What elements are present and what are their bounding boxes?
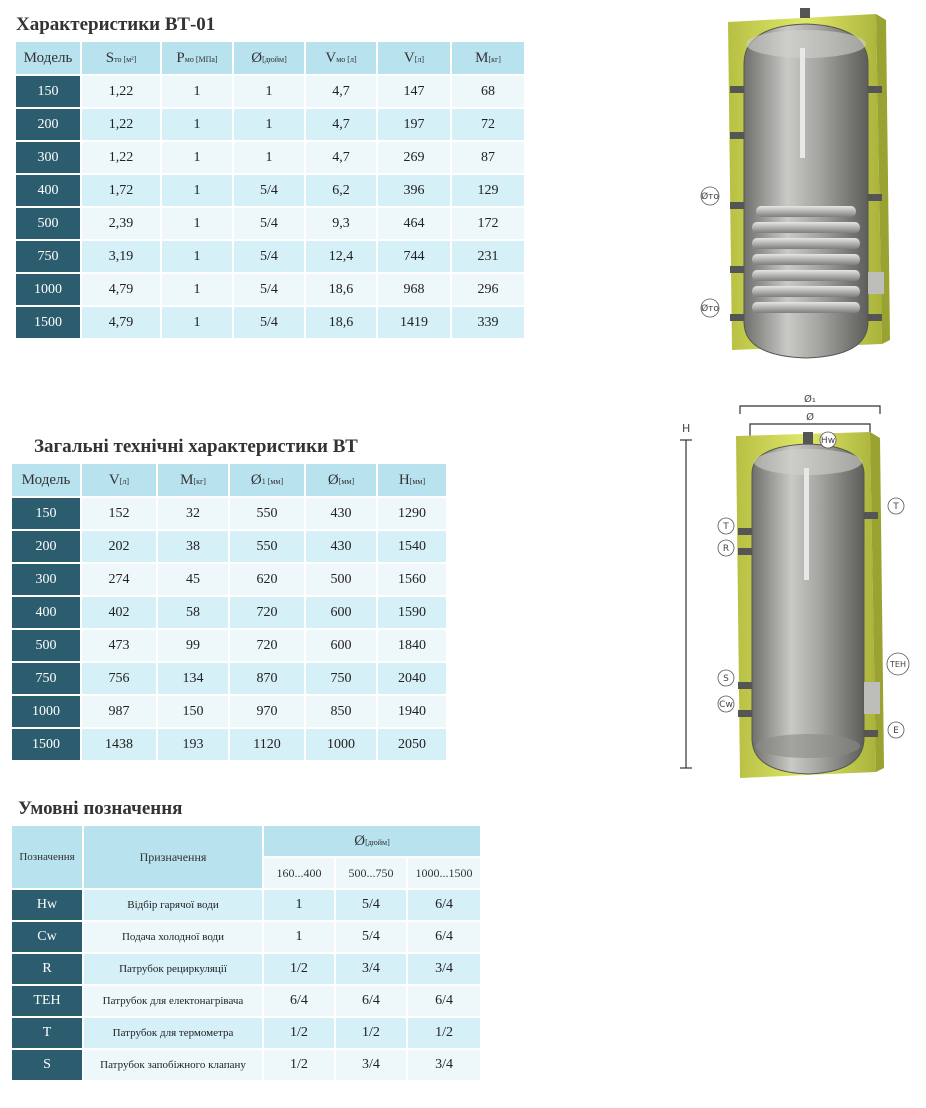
value-cell: 72	[451, 108, 525, 141]
value-cell: 1540	[377, 530, 447, 563]
model-cell: 300	[15, 141, 81, 174]
column-header	[157, 463, 229, 497]
value-cell: 2040	[377, 662, 447, 695]
header-label: Ø	[251, 49, 263, 66]
header-label: Ø	[250, 471, 262, 488]
svg-text:T: T	[723, 522, 729, 532]
model-cell: 1500	[15, 306, 81, 339]
purpose-cell: Патрубок запобіжного клапану	[83, 1049, 263, 1081]
table3-title: Умовні позначення	[18, 798, 183, 819]
value-cell: 6/4	[335, 985, 407, 1017]
value-cell: 197	[377, 108, 451, 141]
value-cell: 1	[161, 240, 233, 273]
model-cell: 400	[15, 174, 81, 207]
value-cell: 58	[157, 596, 229, 629]
coil	[752, 206, 860, 313]
value-cell: 12,4	[305, 240, 377, 273]
value-cell: 1	[263, 889, 335, 921]
purpose-header: Призначення	[83, 825, 263, 889]
table-row	[15, 141, 525, 174]
value-cell: 32	[157, 497, 229, 530]
table2-title: Загальні технічні характеристики ВТ	[34, 436, 358, 457]
value-cell: 4,7	[305, 75, 377, 108]
value-cell: 5/4	[335, 889, 407, 921]
value-cell: 756	[81, 662, 157, 695]
model-cell: 150	[11, 497, 81, 530]
value-cell: 1	[161, 306, 233, 339]
range-header: 1000...1500	[407, 857, 481, 889]
header-label: V	[403, 49, 415, 66]
value-cell: 1	[233, 108, 305, 141]
value-cell: 1	[233, 75, 305, 108]
header-label: V	[325, 49, 337, 66]
tank-dimension-illustration	[670, 392, 922, 788]
spec-table-bt01	[14, 40, 526, 340]
model-cell: 200	[11, 530, 81, 563]
model-cell: 300	[11, 563, 81, 596]
column-header	[377, 463, 447, 497]
value-cell: 4,7	[305, 108, 377, 141]
value-cell: 3/4	[407, 953, 481, 985]
model-cell: 200	[15, 108, 81, 141]
header-row	[11, 463, 447, 497]
model-cell: R	[11, 953, 83, 985]
table1-title: Характеристики ВТ-01	[16, 14, 216, 35]
legend-table	[10, 824, 482, 1082]
svg-text:Cw: Cw	[719, 700, 733, 710]
value-cell: 430	[305, 497, 377, 530]
table-row	[11, 985, 481, 1017]
callout-dto-2	[701, 299, 719, 317]
header-row	[15, 41, 525, 75]
value-cell: 6/4	[263, 985, 335, 1017]
table-row	[15, 240, 525, 273]
header-unit: [кг]	[488, 54, 501, 64]
svg-text:S: S	[723, 674, 729, 684]
spec-table-bt	[10, 462, 448, 762]
svg-text:E: E	[893, 726, 899, 736]
diameter-symbol: Ø	[354, 832, 366, 849]
range-header: 160...400	[263, 857, 335, 889]
value-cell: 1/2	[407, 1017, 481, 1049]
value-cell: 550	[229, 530, 305, 563]
header-unit: [мм]	[409, 476, 426, 486]
callout-t-right	[888, 498, 904, 514]
svg-text:Ø₁: Ø₁	[804, 394, 816, 405]
header-unit: [дюйм]	[262, 54, 287, 64]
table-row	[11, 1017, 481, 1049]
callout-hw	[820, 432, 836, 448]
value-cell: 1590	[377, 596, 447, 629]
value-cell: 3,19	[81, 240, 161, 273]
value-cell: 45	[157, 563, 229, 596]
value-cell: 1	[161, 207, 233, 240]
column-header	[233, 41, 305, 75]
value-cell: 1120	[229, 728, 305, 761]
value-cell: 600	[305, 596, 377, 629]
value-cell: 1	[233, 141, 305, 174]
svg-text:T: T	[893, 502, 899, 512]
header-label: H	[398, 471, 410, 488]
value-cell: 296	[451, 273, 525, 306]
header-unit: [л]	[414, 54, 425, 64]
value-cell: 68	[451, 75, 525, 108]
value-cell: 1,72	[81, 174, 161, 207]
value-cell: 473	[81, 629, 157, 662]
header-label: P	[176, 49, 185, 66]
header-label: S	[105, 49, 115, 66]
value-cell: 720	[229, 629, 305, 662]
value-cell: 1,22	[81, 141, 161, 174]
value-cell: 1560	[377, 563, 447, 596]
value-cell: 600	[305, 629, 377, 662]
value-cell: 18,6	[305, 273, 377, 306]
value-cell: 5/4	[335, 921, 407, 953]
value-cell: 2050	[377, 728, 447, 761]
value-cell: 87	[451, 141, 525, 174]
value-cell: 5/4	[233, 174, 305, 207]
value-cell: 550	[229, 497, 305, 530]
column-header	[229, 463, 305, 497]
model-cell: 750	[15, 240, 81, 273]
model-cell: S	[11, 1049, 83, 1081]
value-cell: 1	[161, 174, 233, 207]
table-row	[11, 530, 447, 563]
value-cell: 1,22	[81, 75, 161, 108]
table-row	[11, 953, 481, 985]
value-cell: 402	[81, 596, 157, 629]
value-cell: 1419	[377, 306, 451, 339]
svg-text:R: R	[722, 544, 730, 554]
value-cell: 396	[377, 174, 451, 207]
value-cell: 870	[229, 662, 305, 695]
diameter-unit: [дюйм]	[365, 837, 390, 847]
table-row	[11, 728, 447, 761]
value-cell: 274	[81, 563, 157, 596]
value-cell: 269	[377, 141, 451, 174]
column-header	[81, 41, 161, 75]
value-cell: 6/4	[407, 889, 481, 921]
header-unit: мо [МПа]	[184, 54, 218, 64]
table-row	[15, 75, 525, 108]
svg-text:ТЕН: ТЕН	[890, 660, 906, 669]
table-row	[15, 306, 525, 339]
value-cell: 970	[229, 695, 305, 728]
model-cell: Cw	[11, 921, 83, 953]
table-row	[11, 695, 447, 728]
purpose-cell: Подача холодної води	[83, 921, 263, 953]
value-cell: 1	[161, 108, 233, 141]
value-cell: 1000	[305, 728, 377, 761]
value-cell: 4,79	[81, 306, 161, 339]
table-row	[11, 497, 447, 530]
header-label: Модель	[23, 49, 73, 66]
table-row	[11, 629, 447, 662]
svg-text:Ø: Ø	[806, 412, 814, 423]
value-cell: 129	[451, 174, 525, 207]
header-label: Ø	[327, 471, 339, 488]
value-cell: 9,3	[305, 207, 377, 240]
header-unit: [мм]	[338, 476, 355, 486]
value-cell: 6,2	[305, 174, 377, 207]
callout-s	[718, 670, 734, 686]
value-cell: 18,6	[305, 306, 377, 339]
svg-text:Hw: Hw	[820, 436, 836, 446]
svg-text:Øто: Øто	[701, 304, 719, 314]
value-cell: 1/2	[263, 953, 335, 985]
column-header	[377, 41, 451, 75]
steel-vessel	[752, 444, 864, 774]
purpose-cell: Патрубок для електонагрівача	[83, 985, 263, 1017]
model-cell: 750	[11, 662, 81, 695]
purpose-cell: Патрубок рециркуляції	[83, 953, 263, 985]
value-cell: 987	[81, 695, 157, 728]
table-row	[15, 108, 525, 141]
value-cell: 99	[157, 629, 229, 662]
value-cell: 152	[81, 497, 157, 530]
column-header	[81, 463, 157, 497]
model-cell: 1000	[15, 273, 81, 306]
table-row	[15, 273, 525, 306]
column-header	[15, 41, 81, 75]
value-cell: 1438	[81, 728, 157, 761]
callout-e	[888, 722, 904, 738]
value-cell: 5/4	[233, 306, 305, 339]
column-header	[305, 463, 377, 497]
column-header	[305, 41, 377, 75]
value-cell: 430	[305, 530, 377, 563]
svg-text:Øто: Øто	[701, 192, 719, 202]
value-cell: 1	[263, 921, 335, 953]
value-cell: 3/4	[407, 1049, 481, 1081]
value-cell: 231	[451, 240, 525, 273]
callout-dto-1	[701, 187, 719, 205]
callout-cw	[718, 696, 734, 712]
callout-ten	[887, 653, 909, 675]
table-row	[11, 596, 447, 629]
model-cell: T	[11, 1017, 83, 1049]
header-unit: [кг]	[193, 476, 206, 486]
table-row	[11, 889, 481, 921]
value-cell: 172	[451, 207, 525, 240]
table-row	[11, 921, 481, 953]
range-header: 500...750	[335, 857, 407, 889]
model-cell: 1500	[11, 728, 81, 761]
value-cell: 1,22	[81, 108, 161, 141]
header-label: M	[180, 471, 194, 488]
header-unit: то [м²]	[114, 54, 137, 64]
header-label: V	[108, 471, 120, 488]
value-cell: 4,79	[81, 273, 161, 306]
value-cell: 5/4	[233, 273, 305, 306]
value-cell: 3/4	[335, 1049, 407, 1081]
value-cell: 850	[305, 695, 377, 728]
value-cell: 1	[161, 141, 233, 174]
table-row	[11, 1049, 481, 1081]
value-cell: 968	[377, 273, 451, 306]
model-cell: Hw	[11, 889, 83, 921]
column-header	[161, 41, 233, 75]
value-cell: 5/4	[233, 207, 305, 240]
header-label: Модель	[21, 471, 71, 488]
value-cell: 750	[305, 662, 377, 695]
value-cell: 1/2	[263, 1049, 335, 1081]
value-cell: 620	[229, 563, 305, 596]
model-cell: 400	[11, 596, 81, 629]
header-unit: [л]	[119, 476, 130, 486]
model-cell: 1000	[11, 695, 81, 728]
value-cell: 6/4	[407, 985, 481, 1017]
diameter-header	[263, 825, 481, 857]
header-unit: 1 [мм]	[261, 476, 284, 486]
model-cell: 500	[15, 207, 81, 240]
value-cell: 744	[377, 240, 451, 273]
column-header	[11, 463, 81, 497]
value-cell: 1/2	[335, 1017, 407, 1049]
value-cell: 147	[377, 75, 451, 108]
column-header	[451, 41, 525, 75]
svg-text:H: H	[682, 422, 691, 435]
value-cell: 720	[229, 596, 305, 629]
value-cell: 1290	[377, 497, 447, 530]
table-row	[11, 563, 447, 596]
designation-header: Позначення	[11, 825, 83, 889]
callout-r	[718, 540, 734, 556]
value-cell: 4,7	[305, 141, 377, 174]
value-cell: 339	[451, 306, 525, 339]
tank-coil-illustration	[690, 4, 926, 382]
value-cell: 464	[377, 207, 451, 240]
model-cell: 500	[11, 629, 81, 662]
value-cell: 1	[161, 75, 233, 108]
value-cell: 500	[305, 563, 377, 596]
value-cell: 2,39	[81, 207, 161, 240]
value-cell: 6/4	[407, 921, 481, 953]
model-cell: 150	[15, 75, 81, 108]
purpose-cell: Патрубок для термометра	[83, 1017, 263, 1049]
header-row	[11, 825, 481, 857]
callout-t-left	[718, 518, 734, 534]
value-cell: 193	[157, 728, 229, 761]
table-row	[15, 174, 525, 207]
value-cell: 150	[157, 695, 229, 728]
value-cell: 1	[161, 273, 233, 306]
header-unit: мо [л]	[336, 54, 357, 64]
model-cell: ТЕН	[11, 985, 83, 1017]
value-cell: 202	[81, 530, 157, 563]
value-cell: 1940	[377, 695, 447, 728]
value-cell: 3/4	[335, 953, 407, 985]
header-label: M	[475, 49, 489, 66]
table-row	[11, 662, 447, 695]
value-cell: 38	[157, 530, 229, 563]
purpose-cell: Відбір гарячої води	[83, 889, 263, 921]
value-cell: 1840	[377, 629, 447, 662]
value-cell: 1/2	[263, 1017, 335, 1049]
table-row	[15, 207, 525, 240]
value-cell: 134	[157, 662, 229, 695]
value-cell: 5/4	[233, 240, 305, 273]
